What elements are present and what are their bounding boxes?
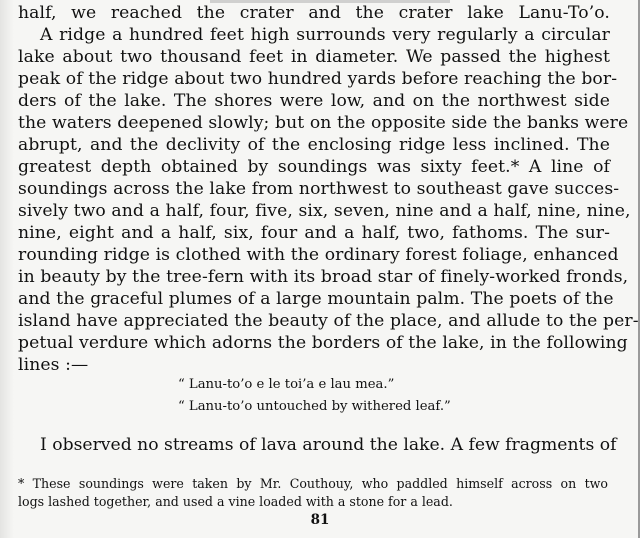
text-line-7: abrupt, and the declivity of the enclosing ridge less inclined. The <box>18 135 610 155</box>
text-line-11: nine, eight and a half, six, four and a half, two, fathoms. The sur- <box>18 223 610 243</box>
text-line-5: ders of the lake. The shores were low, and on the northwest side <box>18 91 610 111</box>
text-line-1: half, we reached the crater and the crater lake Lanu-To’o. <box>18 3 610 23</box>
text-line-4: peak of the ridge about two hundred yards before reaching the bor- <box>18 69 618 89</box>
second-paragraph-line: I observed no streams of lava around the lake. A few fragments of <box>40 435 617 455</box>
text-line-12: rounding ridge is clothed with the ordinary forest foliage, enhanced <box>18 245 619 265</box>
text-line-15: island have appreciated the beauty of the place, and allude to the per- <box>18 311 639 331</box>
verse-translation: “ Lanu-to’o untouched by withered leaf.” <box>178 399 451 414</box>
footnote-line-2: logs lashed together, and used a vine loaded with a stone for a lead. <box>18 494 453 509</box>
text-line-16: petual verdure which adorns the borders of the lake, in the following <box>18 333 628 353</box>
text-line-3: lake about two thousand feet in diameter. We passed the highest <box>18 47 610 67</box>
text-line-10: sively two and a half, four, five, six, seven, nine and a half, nine, nine, <box>18 201 631 221</box>
page-number: 81 <box>310 512 330 528</box>
footnote-line-1: * These soundings were taken by Mr. Couthouy, who paddled himself across on two <box>18 476 608 491</box>
text-line-2: A ridge a hundred feet high surrounds very regularly a circular <box>40 25 610 45</box>
text-line-17: lines :— <box>18 355 89 375</box>
text-line-13: in beauty by the tree-fern with its broad star of finely-worked fronds, <box>18 267 629 287</box>
text-line-8: greatest depth obtained by soundings was sixty feet.* A line of <box>18 157 610 177</box>
text-line-6: the waters deepened slowly; but on the opposite side the banks were <box>18 113 629 133</box>
text-line-9: soundings across the lake from northwest to southeast gave succes- <box>18 179 620 199</box>
text-line-14: and the graceful plumes of a large mountain palm. The poets of the <box>18 289 614 309</box>
verse-samoan: “ Lanu-to’o e le toi’a e lau mea.” <box>178 377 395 392</box>
main-paragraph <box>18 2 639 376</box>
scan-shadow-left <box>0 0 14 538</box>
